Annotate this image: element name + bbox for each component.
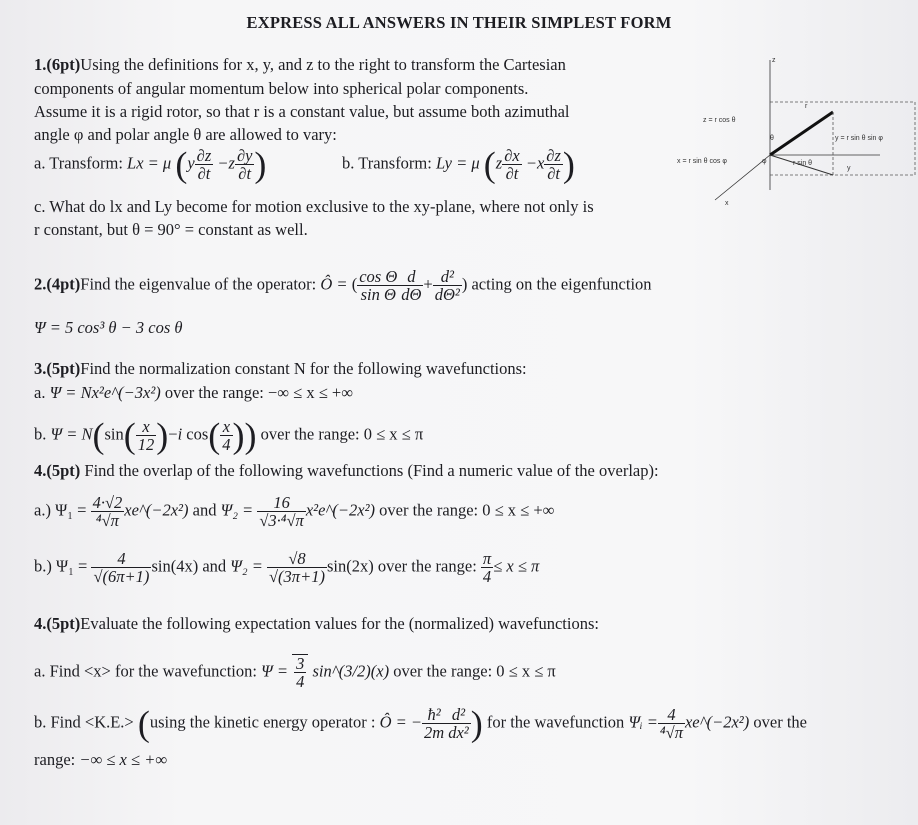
z-component-label: z = r cos θ (703, 117, 736, 124)
q4-overlap-line: 4.(5pt) Find the overlap of the following wavefunctions (Find a numeric value of the overlap): (34, 461, 659, 480)
q1c-line-1: c. What do lx and Ly become for motion exclusive to the xy-plane, where not only is (34, 197, 594, 216)
z-axis-label: z (772, 57, 776, 64)
q2-eigenfunction: Ψ = 5 cos³ θ − 3 cos θ (34, 318, 183, 337)
q5b-line: b. Find <K.E.> (using the kinetic energy operator : Ô = − $\frac{\text{ħ²}}{2m}$ $\frac{\text{d²}}{\text{dx²}}$ ) for the wavefunction Ψᵢ = $\frac{4}{\text{⁴√π}}$ xe^(−2x²) over the (34, 703, 807, 744)
q1-line-1: 1.(6pt)Using the definitions for x, y, and z to the right to transform the Cartesian (34, 55, 566, 74)
q5-line: 4.(5pt)Evaluate the following expectation values for the (normalized) wavefunctions: (34, 614, 599, 633)
y-axis-label: y (847, 165, 851, 172)
q1c-line-2: r constant, but θ = 90° = constant as well. (34, 220, 308, 239)
r-label: r (805, 103, 808, 110)
page-title: EXPRESS ALL ANSWERS IN THEIR SIMPLEST FORM (246, 13, 672, 32)
q1-line-4: angle φ and polar angle θ are allowed to vary: (34, 125, 337, 144)
q1a-transform: a. Transform: Lx = μ (y $\frac{\partial z}{\partial t}$ −z $\frac{\partial y}{\partial t}$ ) (34, 144, 267, 185)
theta-label: θ (770, 135, 774, 142)
q2-line: 2.(4pt)Find the eigenvalue of the operator: Ô = ( $\frac{\text{cos Θ}}{\text{sin Θ}}$ $\frac{d}{d\Theta}$ + $\frac{\text{d²}}{\text{dΘ²}}$ ) acting on the eigenfunction (34, 267, 652, 304)
q3a-wavefunction: a. Ψ = Nx²e^(−3x²) over the range: −∞ ≤ x ≤ +∞ (34, 383, 353, 402)
y-component-label: y = r sin θ sin φ (835, 135, 883, 142)
q5a-line: a. Find <x> for the wavefunction: Ψ = $\frac{3}{4}$ sin^(3/2)(x) over the range: 0 ≤ x ≤ π (34, 654, 556, 691)
rsin-label: r sin θ (793, 160, 813, 167)
q4a-wavefunctions: a.) Ψ₁ = $\frac{4\cdot√2}{\text{⁴√π}}$ xe^(−2x²) and Ψ₂ = $\frac{16}{\text{√3·⁴√π}}$ x²e^(−2x²) over the range: 0 ≤ x ≤ +∞ (34, 493, 555, 530)
q1b-transform: b. Transform: Ly = μ (z $\frac{\partial x}{\partial t}$ −x $\frac{\partial z}{\partial t}$ ) (342, 144, 575, 185)
spherical-coordinates-diagram (675, 50, 918, 210)
x-axis-label: x (725, 200, 729, 207)
position-vector (770, 112, 833, 155)
x-component-label: x = r sin θ cos φ (677, 158, 727, 165)
q1-line-2: components of angular momentum below into spherical polar components. (34, 79, 529, 98)
q3b-wavefunction: b. Ψ = N(sin( $\frac{x}{12}$ )−i cos( $\frac{x}{4}$ )) over the range: 0 ≤ x ≤ π (34, 415, 424, 456)
q3-line: 3.(5pt)Find the normalization constant N for the following wavefunctions: (34, 359, 527, 378)
phi-label: φ (762, 158, 767, 165)
q4b-wavefunctions: b.) Ψ₁ = $\frac{4}{√(6\pi+1)}$ sin(4x) and Ψ₂ = $\frac{√8}{√(3\pi+1)}$ sin(2x) over the range: $\frac{\pi}{4}$ ≤ x ≤ π (34, 549, 540, 586)
q1-line-3: Assume it is a rigid rotor, so that r is a constant value, but assume both azimuthal (34, 102, 570, 121)
q5b-range-line: range: −∞ ≤ x ≤ +∞ (34, 750, 168, 769)
